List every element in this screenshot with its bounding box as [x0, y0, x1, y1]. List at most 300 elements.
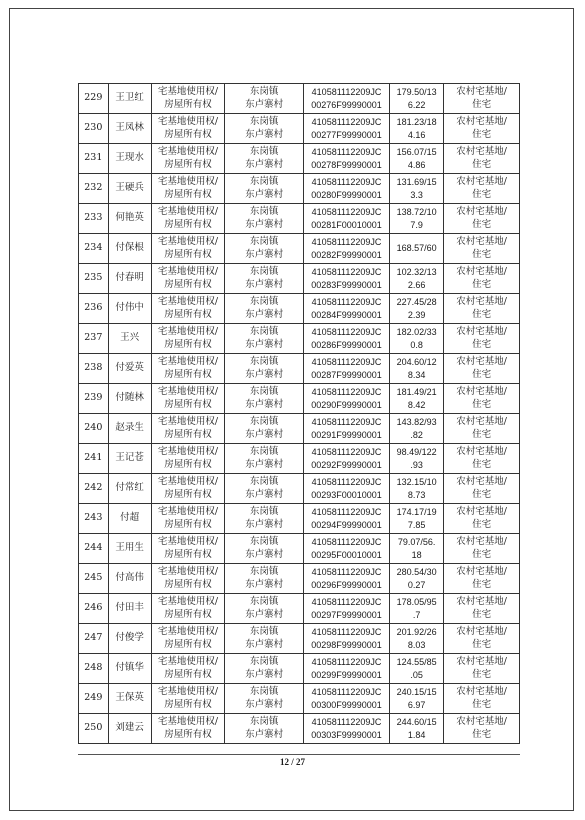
- cell-number: [79, 84, 109, 114]
- cell-unit-code-text: 00290F99990001: [311, 399, 382, 410]
- table-row: [79, 714, 520, 744]
- cell-right-type-text: 房屋所有权: [164, 458, 212, 470]
- cell-number: [79, 624, 109, 654]
- cell-number-text: 245: [84, 572, 103, 584]
- cell-area-text: 18: [411, 549, 422, 560]
- cell-owner-name: [108, 324, 151, 354]
- cell-right-type-text: 房屋所有权: [164, 578, 212, 590]
- footer-rule: [78, 754, 520, 755]
- cell-location-text: 东岗镇: [249, 116, 279, 127]
- cell-right-type-text: 房屋所有权: [164, 728, 212, 740]
- cell-location: [225, 114, 304, 144]
- cell-location-text: 东岗镇: [249, 596, 279, 607]
- cell-location-text: 东岗镇: [249, 506, 279, 517]
- cell-area-text: 179.50/13: [396, 87, 437, 97]
- cell-number: [79, 594, 109, 624]
- cell-right-type: [151, 714, 225, 744]
- cell-area-text: 98.49/122: [396, 447, 437, 457]
- cell-usage-text: 农村宅基地/: [456, 146, 507, 157]
- cell-unit-code: [304, 234, 390, 264]
- cell-right-type-text: 宅基地使用权/: [157, 356, 219, 367]
- cell-unit-code: [304, 444, 390, 474]
- cell-area: [390, 444, 444, 474]
- cell-usage-text: 农村宅基地/: [456, 656, 507, 667]
- cell-location-text: 东卢寨村: [245, 218, 284, 230]
- cell-right-type-text: 宅基地使用权/: [157, 416, 219, 427]
- cell-usage-text: 住宅: [472, 428, 492, 440]
- cell-area-text: 201.92/26: [396, 627, 437, 637]
- cell-usage-text: 住宅: [472, 668, 492, 680]
- cell-right-type-text: 宅基地使用权/: [157, 86, 219, 97]
- cell-number-text: 237: [84, 332, 103, 344]
- cell-location: [225, 354, 304, 384]
- cell-location-text: 东岗镇: [249, 146, 279, 157]
- cell-location: [225, 684, 304, 714]
- cell-usage-text: 住宅: [472, 518, 492, 530]
- cell-right-type-text: 房屋所有权: [164, 698, 212, 710]
- cell-area-text: 6.97: [407, 699, 426, 710]
- cell-right-type-text: 房屋所有权: [164, 98, 212, 110]
- cell-usage-text: 农村宅基地/: [456, 296, 507, 307]
- cell-area: [390, 324, 444, 354]
- cell-right-type: [151, 324, 225, 354]
- table-row: [79, 234, 520, 264]
- cell-number-text: 240: [84, 422, 103, 434]
- cell-number-text: 249: [84, 692, 103, 704]
- cell-right-type-text: 宅基地使用权/: [157, 176, 219, 187]
- cell-usage-text: 农村宅基地/: [456, 176, 507, 187]
- cell-owner-name-text: 赵录生: [115, 422, 144, 434]
- cell-right-type: [151, 564, 225, 594]
- cell-number-text: 229: [84, 92, 103, 104]
- cell-location-text: 东岗镇: [249, 206, 279, 217]
- table-row: [79, 414, 520, 444]
- cell-unit-code-text: 00287F99990001: [311, 369, 382, 380]
- cell-unit-code-text: 00278F99990001: [311, 159, 382, 170]
- cell-area-text: 8.73: [407, 489, 426, 500]
- cell-area: [390, 414, 444, 444]
- cell-number: [79, 354, 109, 384]
- cell-usage-text: 农村宅基地/: [456, 266, 507, 277]
- cell-owner-name: [108, 204, 151, 234]
- cell-usage: [444, 354, 520, 384]
- cell-area-text: 124.55/85: [396, 657, 437, 667]
- cell-right-type: [151, 624, 225, 654]
- cell-location: [225, 414, 304, 444]
- cell-right-type: [151, 444, 225, 474]
- cell-location-text: 东岗镇: [249, 716, 279, 727]
- cell-usage: [444, 384, 520, 414]
- cell-usage-text: 农村宅基地/: [456, 476, 507, 487]
- cell-right-type-text: 宅基地使用权/: [157, 686, 219, 697]
- cell-unit-code-text: 00280F99990001: [311, 189, 382, 200]
- cell-location-text: 东岗镇: [249, 356, 279, 367]
- cell-area-text: 4.16: [407, 129, 426, 140]
- cell-right-type-text: 宅基地使用权/: [157, 506, 219, 517]
- cell-right-type-text: 房屋所有权: [164, 278, 212, 290]
- cell-right-type: [151, 654, 225, 684]
- cell-usage-text: 住宅: [472, 458, 492, 470]
- cell-unit-code-text: 00299F99990001: [311, 669, 382, 680]
- cell-area: [390, 294, 444, 324]
- cell-area: [390, 594, 444, 624]
- cell-unit-code-text: 410581112209JC: [311, 297, 382, 307]
- cell-area-text: .7: [412, 609, 421, 620]
- cell-owner-name-text: 付俊学: [115, 632, 144, 644]
- cell-area-text: 178.05/95: [396, 597, 437, 607]
- cell-location: [225, 204, 304, 234]
- cell-location-text: 东岗镇: [249, 416, 279, 427]
- cell-usage: [444, 714, 520, 744]
- table-row: [79, 324, 520, 354]
- cell-location-text: 东卢寨村: [245, 278, 284, 290]
- cell-usage: [444, 264, 520, 294]
- cell-location-text: 东卢寨村: [245, 578, 284, 590]
- cell-owner-name: [108, 534, 151, 564]
- cell-owner-name: [108, 714, 151, 744]
- cell-location: [225, 144, 304, 174]
- cell-unit-code: [304, 624, 390, 654]
- cell-usage: [444, 564, 520, 594]
- cell-owner-name: [108, 264, 151, 294]
- cell-area: [390, 684, 444, 714]
- cell-area-text: 182.02/33: [396, 327, 437, 337]
- cell-number-text: 241: [84, 452, 103, 464]
- cell-area-text: .93: [410, 459, 423, 470]
- cell-usage-text: 住宅: [472, 698, 492, 710]
- cell-number-text: 238: [84, 362, 103, 374]
- cell-right-type: [151, 534, 225, 564]
- cell-usage-text: 农村宅基地/: [456, 206, 507, 217]
- cell-area-text: 2.66: [407, 279, 426, 290]
- cell-location-text: 东卢寨村: [245, 308, 284, 320]
- cell-area-text: 2.39: [407, 309, 426, 320]
- cell-area: [390, 504, 444, 534]
- cell-area: [390, 204, 444, 234]
- cell-number-text: 234: [84, 242, 103, 254]
- cell-location-text: 东卢寨村: [245, 248, 284, 260]
- cell-usage: [444, 294, 520, 324]
- cell-location-text: 东岗镇: [249, 656, 279, 667]
- cell-usage-text: 住宅: [472, 368, 492, 380]
- cell-area-text: .05: [410, 669, 423, 680]
- cell-unit-code: [304, 594, 390, 624]
- cell-right-type-text: 房屋所有权: [164, 398, 212, 410]
- cell-location-text: 东卢寨村: [245, 188, 284, 200]
- cell-area-text: 8.03: [407, 639, 426, 650]
- cell-number: [79, 144, 109, 174]
- cell-owner-name: [108, 384, 151, 414]
- table-row: [79, 204, 520, 234]
- cell-number-text: 233: [84, 212, 103, 224]
- cell-location-text: 东岗镇: [249, 476, 279, 487]
- cell-right-type-text: 宅基地使用权/: [157, 446, 219, 457]
- cell-usage-text: 住宅: [472, 278, 492, 290]
- cell-owner-name-text: 王凤林: [115, 122, 144, 134]
- cell-area-text: 7.9: [410, 219, 423, 230]
- cell-unit-code-text: 00291F99990001: [311, 429, 382, 440]
- cell-unit-code-text: 00294F99990001: [311, 519, 382, 530]
- cell-location: [225, 624, 304, 654]
- cell-usage-text: 住宅: [472, 398, 492, 410]
- cell-right-type-text: 房屋所有权: [164, 548, 212, 560]
- cell-right-type-text: 宅基地使用权/: [157, 476, 219, 487]
- cell-right-type-text: 宅基地使用权/: [157, 296, 219, 307]
- cell-right-type-text: 房屋所有权: [164, 218, 212, 230]
- cell-area-text: 102.32/13: [396, 267, 437, 277]
- cell-right-type-text: 房屋所有权: [164, 338, 212, 350]
- table-row: [79, 684, 520, 714]
- cell-unit-code: [304, 204, 390, 234]
- property-table: [78, 83, 520, 744]
- cell-number: [79, 174, 109, 204]
- cell-right-type: [151, 384, 225, 414]
- cell-area: [390, 264, 444, 294]
- table-row: [79, 474, 520, 504]
- cell-location-text: 东卢寨村: [245, 728, 284, 740]
- cell-number-text: 230: [84, 122, 103, 134]
- cell-area-text: 0.8: [410, 339, 423, 350]
- cell-location-text: 东卢寨村: [245, 428, 284, 440]
- cell-usage: [444, 684, 520, 714]
- cell-area-text: 79.07/56.: [397, 537, 436, 547]
- cell-unit-code: [304, 324, 390, 354]
- cell-owner-name-text: 王记苍: [115, 452, 144, 464]
- cell-number-text: 247: [84, 632, 103, 644]
- cell-owner-name-text: 王硬兵: [115, 182, 144, 194]
- cell-usage-text: 住宅: [472, 608, 492, 620]
- cell-unit-code-text: 00293F00010001: [311, 489, 382, 500]
- cell-location-text: 东岗镇: [249, 86, 279, 97]
- cell-right-type-text: 宅基地使用权/: [157, 626, 219, 637]
- cell-location-text: 东岗镇: [249, 326, 279, 337]
- cell-area-text: 132.15/10: [396, 477, 437, 487]
- cell-owner-name: [108, 474, 151, 504]
- cell-area-text: 280.54/30: [396, 567, 437, 577]
- cell-right-type: [151, 414, 225, 444]
- cell-owner-name-text: 付常红: [115, 482, 144, 494]
- cell-location-text: 东岗镇: [249, 236, 279, 247]
- cell-location-text: 东卢寨村: [245, 158, 284, 170]
- cell-right-type-text: 房屋所有权: [164, 488, 212, 500]
- cell-number-text: 235: [84, 272, 103, 284]
- cell-owner-name: [108, 354, 151, 384]
- cell-number: [79, 384, 109, 414]
- cell-owner-name-text: 付超: [120, 512, 140, 524]
- cell-area-text: 181.23/18: [396, 117, 437, 127]
- cell-unit-code-text: 00297F99990001: [311, 609, 382, 620]
- table-row: [79, 594, 520, 624]
- cell-area-text: 131.69/15: [396, 177, 437, 187]
- cell-location: [225, 534, 304, 564]
- cell-location-text: 东岗镇: [249, 386, 279, 397]
- cell-location-text: 东卢寨村: [245, 98, 284, 110]
- cell-owner-name-text: 刘建云: [115, 722, 144, 734]
- cell-right-type: [151, 144, 225, 174]
- cell-right-type: [151, 354, 225, 384]
- cell-area: [390, 144, 444, 174]
- cell-usage-text: 农村宅基地/: [456, 506, 507, 517]
- cell-usage-text: 住宅: [472, 98, 492, 110]
- cell-unit-code-text: 410581112209JC: [311, 717, 382, 727]
- table-row: [79, 84, 520, 114]
- cell-unit-code-text: 410581112209JC: [311, 387, 382, 397]
- cell-owner-name-text: 付镇华: [115, 662, 144, 674]
- table-row: [79, 384, 520, 414]
- cell-usage: [444, 204, 520, 234]
- cell-number: [79, 294, 109, 324]
- cell-unit-code-text: 410581112209JC: [311, 117, 382, 127]
- cell-area-text: 1.84: [407, 729, 426, 740]
- cell-right-type: [151, 204, 225, 234]
- cell-area-text: 168.57/60: [396, 243, 437, 254]
- cell-area: [390, 114, 444, 144]
- cell-right-type-text: 宅基地使用权/: [157, 716, 219, 727]
- table-row: [79, 354, 520, 384]
- cell-unit-code-text: 410581112209JC: [311, 207, 382, 217]
- cell-location: [225, 234, 304, 264]
- cell-area-text: 244.60/15: [396, 717, 437, 727]
- cell-location: [225, 84, 304, 114]
- cell-right-type-text: 房屋所有权: [164, 638, 212, 650]
- cell-unit-code-text: 00296F99990001: [311, 579, 382, 590]
- cell-unit-code: [304, 384, 390, 414]
- cell-area-text: 6.22: [407, 99, 426, 110]
- cell-location: [225, 174, 304, 204]
- cell-usage: [444, 324, 520, 354]
- cell-area-text: 174.17/19: [396, 507, 437, 517]
- cell-owner-name: [108, 84, 151, 114]
- cell-number-text: 236: [84, 302, 103, 314]
- cell-location-text: 东岗镇: [249, 626, 279, 637]
- cell-unit-code: [304, 534, 390, 564]
- cell-usage-text: 农村宅基地/: [456, 596, 507, 607]
- table-row: [79, 534, 520, 564]
- cell-unit-code-text: 410581112209JC: [311, 447, 382, 457]
- page-number: 12 / 27: [279, 757, 305, 767]
- cell-right-type: [151, 84, 225, 114]
- cell-usage-text: 农村宅基地/: [456, 236, 507, 247]
- cell-number: [79, 444, 109, 474]
- cell-unit-code-text: 410581112209JC: [311, 357, 382, 367]
- cell-unit-code-text: 410581112209JC: [311, 567, 382, 577]
- cell-right-type-text: 房屋所有权: [164, 428, 212, 440]
- cell-unit-code-text: 410581112209JC: [311, 417, 382, 427]
- cell-unit-code-text: 00276F99990001: [311, 99, 382, 110]
- cell-usage-text: 住宅: [472, 548, 492, 560]
- cell-location-text: 东卢寨村: [245, 338, 284, 350]
- cell-location: [225, 594, 304, 624]
- cell-number-text: 243: [84, 512, 103, 524]
- cell-owner-name-text: 付随林: [115, 392, 144, 404]
- cell-owner-name: [108, 444, 151, 474]
- table-row: [79, 654, 520, 684]
- cell-right-type-text: 房屋所有权: [164, 188, 212, 200]
- cell-right-type-text: 房屋所有权: [164, 368, 212, 380]
- cell-usage: [444, 174, 520, 204]
- table-row: [79, 294, 520, 324]
- cell-usage: [444, 144, 520, 174]
- cell-area: [390, 234, 444, 264]
- cell-unit-code: [304, 174, 390, 204]
- cell-right-type-text: 宅基地使用权/: [157, 236, 219, 247]
- cell-usage-text: 住宅: [472, 488, 492, 500]
- cell-location-text: 东卢寨村: [245, 458, 284, 470]
- cell-unit-code: [304, 84, 390, 114]
- cell-number: [79, 204, 109, 234]
- cell-location-text: 东岗镇: [249, 296, 279, 307]
- table-row: [79, 174, 520, 204]
- cell-usage: [444, 444, 520, 474]
- cell-unit-code-text: 410581112209JC: [311, 627, 382, 637]
- cell-location-text: 东岗镇: [249, 536, 279, 547]
- cell-usage-text: 农村宅基地/: [456, 416, 507, 427]
- cell-number: [79, 114, 109, 144]
- cell-unit-code-text: 410581112209JC: [311, 237, 382, 247]
- cell-location-text: 东岗镇: [249, 686, 279, 697]
- cell-usage-text: 住宅: [472, 218, 492, 230]
- cell-usage-text: 住宅: [472, 728, 492, 740]
- cell-area: [390, 384, 444, 414]
- cell-area-text: 3.3: [410, 189, 423, 200]
- cell-location-text: 东卢寨村: [245, 398, 284, 410]
- cell-number: [79, 504, 109, 534]
- cell-unit-code: [304, 714, 390, 744]
- cell-unit-code-text: 00277F99990001: [311, 129, 382, 140]
- cell-right-type: [151, 474, 225, 504]
- cell-unit-code: [304, 294, 390, 324]
- cell-area: [390, 474, 444, 504]
- cell-right-type-text: 宅基地使用权/: [157, 386, 219, 397]
- cell-location: [225, 324, 304, 354]
- cell-usage: [444, 504, 520, 534]
- cell-unit-code-text: 00292F99990001: [311, 459, 382, 470]
- cell-location: [225, 444, 304, 474]
- cell-usage-text: 农村宅基地/: [456, 446, 507, 457]
- cell-area-text: .82: [410, 429, 423, 440]
- cell-right-type: [151, 234, 225, 264]
- table-row: [79, 624, 520, 654]
- cell-usage-text: 农村宅基地/: [456, 686, 507, 697]
- cell-number-text: 239: [84, 392, 103, 404]
- cell-right-type: [151, 504, 225, 534]
- cell-usage: [444, 654, 520, 684]
- cell-location-text: 东卢寨村: [245, 638, 284, 650]
- cell-number-text: 244: [84, 542, 103, 554]
- cell-area-text: 227.45/28: [396, 297, 437, 307]
- cell-unit-code: [304, 144, 390, 174]
- cell-usage-text: 住宅: [472, 338, 492, 350]
- table-row: [79, 114, 520, 144]
- cell-right-type: [151, 294, 225, 324]
- cell-owner-name-text: 王卫红: [115, 92, 144, 104]
- cell-unit-code: [304, 414, 390, 444]
- cell-unit-code: [304, 114, 390, 144]
- cell-number-text: 242: [84, 482, 103, 494]
- cell-right-type-text: 宅基地使用权/: [157, 116, 219, 127]
- cell-unit-code-text: 00281F00010001: [311, 219, 382, 230]
- cell-right-type-text: 宅基地使用权/: [157, 596, 219, 607]
- cell-unit-code-text: 00298F99990001: [311, 639, 382, 650]
- cell-unit-code-text: 410581112209JC: [311, 657, 382, 667]
- cell-unit-code: [304, 474, 390, 504]
- cell-location-text: 东卢寨村: [245, 608, 284, 620]
- cell-owner-name-text: 王保英: [115, 692, 144, 704]
- table-row: [79, 444, 520, 474]
- cell-right-type: [151, 594, 225, 624]
- cell-location: [225, 384, 304, 414]
- cell-usage-text: 农村宅基地/: [456, 116, 507, 127]
